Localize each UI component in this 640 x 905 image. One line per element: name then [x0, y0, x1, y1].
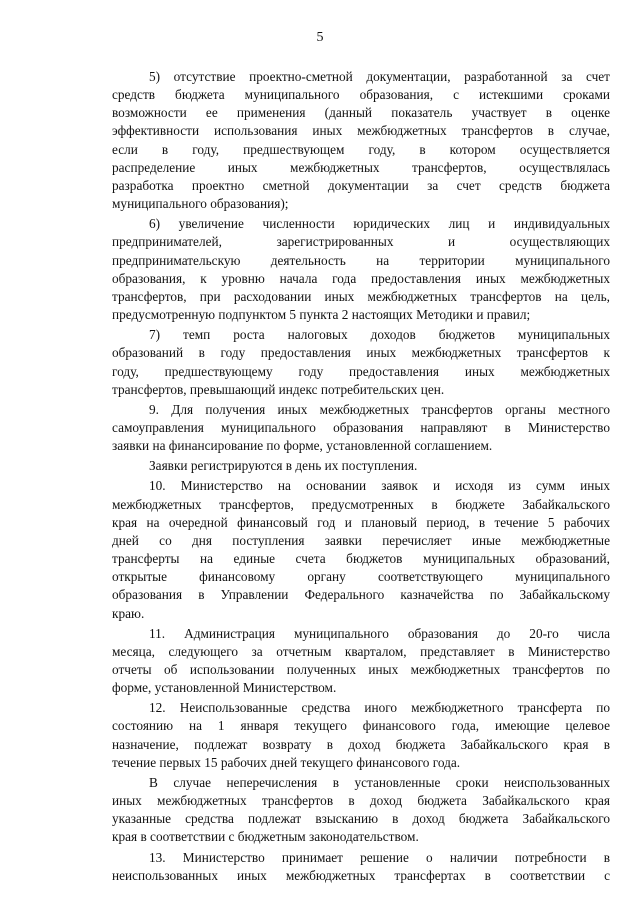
text-line: межбюджетных трансфертов, предусмотренных в бюджете Забайкальского [112, 496, 610, 512]
text-line: возможности ее применения (данный показатель участвует в оценке [112, 105, 610, 121]
text-line: трансфертов, превышающий индекс потребительских цен. [112, 381, 445, 397]
paragraph-p12 [112, 699, 610, 772]
text-line: иных межбюджетных трансфертов в доход бюджета Забайкальского края [112, 793, 610, 809]
text-line: открытые финансовому органу соответствующего муниципального [112, 569, 610, 585]
text-line: 10. Министерство на основании заявок и исходя из сумм иных [149, 478, 610, 494]
text-line: средств бюджета муниципального образования, с истекшими сроками [112, 87, 610, 103]
text-line: образования в Управлении Федерального казначейства по Забайкальскому [112, 587, 610, 603]
text-line: образования, к уровню начала года предоставления иных межбюджетных [112, 270, 610, 286]
paragraph-p13 [112, 849, 610, 885]
text-line: трансферты на единые счета бюджетов муниципальных образований, [112, 551, 610, 567]
text-line: трансфертов, при расходовании иных межбюджетных трансфертов на цель, [112, 288, 610, 304]
text-line: 6) увеличение численности юридических лиц и индивидуальных [149, 216, 610, 232]
text-line: образований в году предоставления иных межбюджетных трансфертов к [112, 345, 610, 361]
text-line: течение первых 15 рабочих дней текущего финансового года. [112, 754, 461, 770]
text-line: края на очередной финансовый год и плановый период, в течение 5 рабочих [112, 514, 610, 530]
text-line: заявки на финансирование по форме, установленной соглашением. [112, 438, 493, 454]
text-line: состоянию на 1 января текущего финансового года, имеющие целевое [112, 718, 610, 734]
text-line: муниципального образования); [112, 196, 289, 212]
paragraph-p5 [112, 68, 610, 213]
text-line: Заявки регистрируются в день их поступления. [149, 458, 418, 474]
text-line: форме, установленной Министерством. [112, 680, 337, 696]
text-line: отчеты об использовании полученных иных межбюджетных трансфертов по [112, 662, 610, 677]
paragraph-p11 [112, 625, 610, 698]
text-line: если в году, предшествующем году, в котором осуществляется [112, 141, 610, 157]
paragraph-p12b [112, 774, 610, 847]
paragraph-p7 [112, 326, 610, 399]
paragraph-p10 [112, 477, 610, 622]
text-line: году, предшествующему году предоставления иных межбюджетных [112, 363, 610, 379]
text-line: месяца, следующего за отчетным кварталом, представляет в Министерство [112, 643, 610, 659]
text-line: неиспользованных иных межбюджетных трансфертах в соответствии с [112, 867, 610, 883]
text-line: краю. [112, 605, 145, 621]
page-number: 5 [316, 30, 324, 45]
text-line: В случае неперечисления в установленные сроки неиспользованных [149, 774, 610, 790]
paragraph-p9 [112, 401, 610, 455]
text-line: 13. Министерство принимает решение о наличии потребности в [149, 849, 610, 865]
text-line: предпринимателей, зарегистрированных и осуществляющих [112, 234, 610, 250]
text-line: предусмотренную подпунктом 5 пункта 2 настоящих Методики и правил; [112, 307, 531, 323]
text-line: назначение, подлежат возврату в доход бюджета Забайкальского края в [112, 736, 610, 752]
text-line: самоуправления муниципального образования направляют в Министерство [112, 419, 610, 435]
text-line: дней со дня поступления заявки перечисляет иные межбюджетные [112, 532, 610, 548]
text-line: 9. Для получения иных межбюджетных трансфертов органы местного [149, 401, 610, 417]
text-line: 12. Неиспользованные средства иного межбюджетного трансферта по [149, 700, 610, 716]
document-body [112, 68, 610, 885]
text-line: указанные средства подлежат взысканию в доход бюджета Забайкальского [112, 811, 610, 827]
text-line: 7) темп роста налоговых доходов бюджетов муниципальных [149, 327, 610, 343]
text-line: предпринимательскую деятельность на территории муниципального [112, 252, 610, 268]
text-line: 11. Администрация муниципального образования до 20-го числа [149, 625, 610, 641]
text-line: распределение иных межбюджетных трансфертов, осуществлялась [112, 159, 610, 175]
text-line: 5) отсутствие проектно-сметной документации, разработанной за счет [149, 69, 610, 84]
paragraph-p6 [112, 215, 610, 324]
text-line: края в соответствии с бюджетным законодательством. [112, 829, 419, 845]
paragraph-p9b [112, 457, 610, 475]
text-line: эффективности использования иных межбюджетных трансфертов в случае, [112, 123, 610, 139]
text-line: разработка проектно сметной документации за счет средств бюджета [112, 177, 610, 193]
